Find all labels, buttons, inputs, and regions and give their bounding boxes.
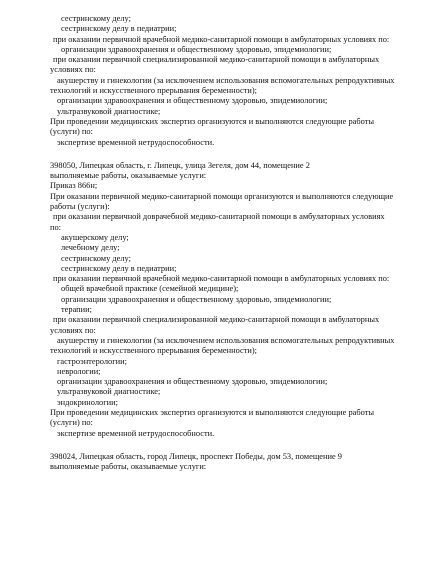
document-body <box>0 14 430 472</box>
text-line: Приказ 866н; <box>50 181 98 191</box>
text-line: акушерству и гинекологии (за исключением использования вспомогательных репродуктивных <box>57 335 395 345</box>
text-line: При проведении медицинских экспертиз организуются и выполняются следующие работы <box>50 407 374 417</box>
text-line: выполняемые работы, оказываемые услуги: <box>50 171 207 181</box>
text-line: (услуги) по: <box>50 418 93 428</box>
text-line: сестринскому делу в педиатрии; <box>61 263 177 273</box>
text-line: сестринскому делу в педиатрии; <box>61 24 177 34</box>
text-line: акушерскому делу; <box>61 232 129 242</box>
text-line: организации здравоохранения и общественному здоровью, эпидемиологии; <box>61 44 332 54</box>
text-line: ультразвуковой диагностике; <box>57 387 161 397</box>
text-line: по: <box>50 222 61 232</box>
text-line: гастроэнтерологии; <box>57 356 127 366</box>
text-line: при оказании первичной врачебной медико-санитарной помощи в амбулаторных условиях по: <box>53 274 390 284</box>
text-line: акушерству и гинекологии (за исключением использования вспомогательных репродуктивных <box>57 75 395 85</box>
text-line: при оказании первичной специализированной медико-санитарной помощи в амбулаторных <box>53 55 380 65</box>
text-line: при оказании первичной доврачебной медико-санитарной помощи в амбулаторных условиях <box>53 212 385 222</box>
text-line: лечебному делу; <box>61 243 120 253</box>
text-line: терапии; <box>61 305 92 315</box>
text-line: экспертизе временной нетрудоспособности. <box>57 428 215 438</box>
text-line: При оказании первичной медико-санитарной помощи организуются и выполняются следующие <box>50 191 394 201</box>
text-line: организации здравоохранения и общественному здоровью, эпидемиологии; <box>57 377 328 387</box>
text-line: сестринскому делу; <box>61 14 131 23</box>
text-line: сестринскому делу; <box>61 253 131 263</box>
text-line: при оказании первичной специализированной медико-санитарной помощи в амбулаторных <box>53 315 380 325</box>
text-line: организации здравоохранения и общественному здоровью, эпидемиологии; <box>61 294 332 304</box>
paragraph-gap <box>0 439 430 452</box>
text-line: 398050, Липецкая область, г. Липецк, улица Зегеля, дом 44, помещение 2 <box>50 160 310 170</box>
text-line: ультразвуковой диагностике; <box>57 106 161 116</box>
text-line: неврологии; <box>57 366 101 376</box>
text-line: условиях по: <box>50 325 96 335</box>
text-line: выполняемые работы, оказываемые услуги: <box>50 462 207 472</box>
paragraph-gap <box>0 148 430 161</box>
text-line: При проведении медицинских экспертиз организуются и выполняются следующие работы <box>50 116 374 126</box>
text-line: экспертизе временной нетрудоспособности. <box>57 137 215 147</box>
text-line: (услуги) по: <box>50 127 93 137</box>
text-line: технологий и искусственного прерывания беременности); <box>50 346 257 356</box>
text-line: работы (услуги): <box>50 202 110 212</box>
text-line: при оказании первичной врачебной медико-санитарной помощи в амбулаторных условиях по: <box>53 34 390 44</box>
text-line: общей врачебной практике (семейной медицине); <box>61 284 239 294</box>
text-line: 398024, Липецкая область, город Липецк, проспект Победы, дом 53, помещение 9 <box>50 451 342 461</box>
text-line: технологий и искусственного прерывания беременности); <box>50 86 257 96</box>
text-line: эндокринологии; <box>57 397 118 407</box>
text-line: организации здравоохранения и общественному здоровью, эпидемиологии; <box>57 96 328 106</box>
text-line: условиях по: <box>50 65 96 75</box>
